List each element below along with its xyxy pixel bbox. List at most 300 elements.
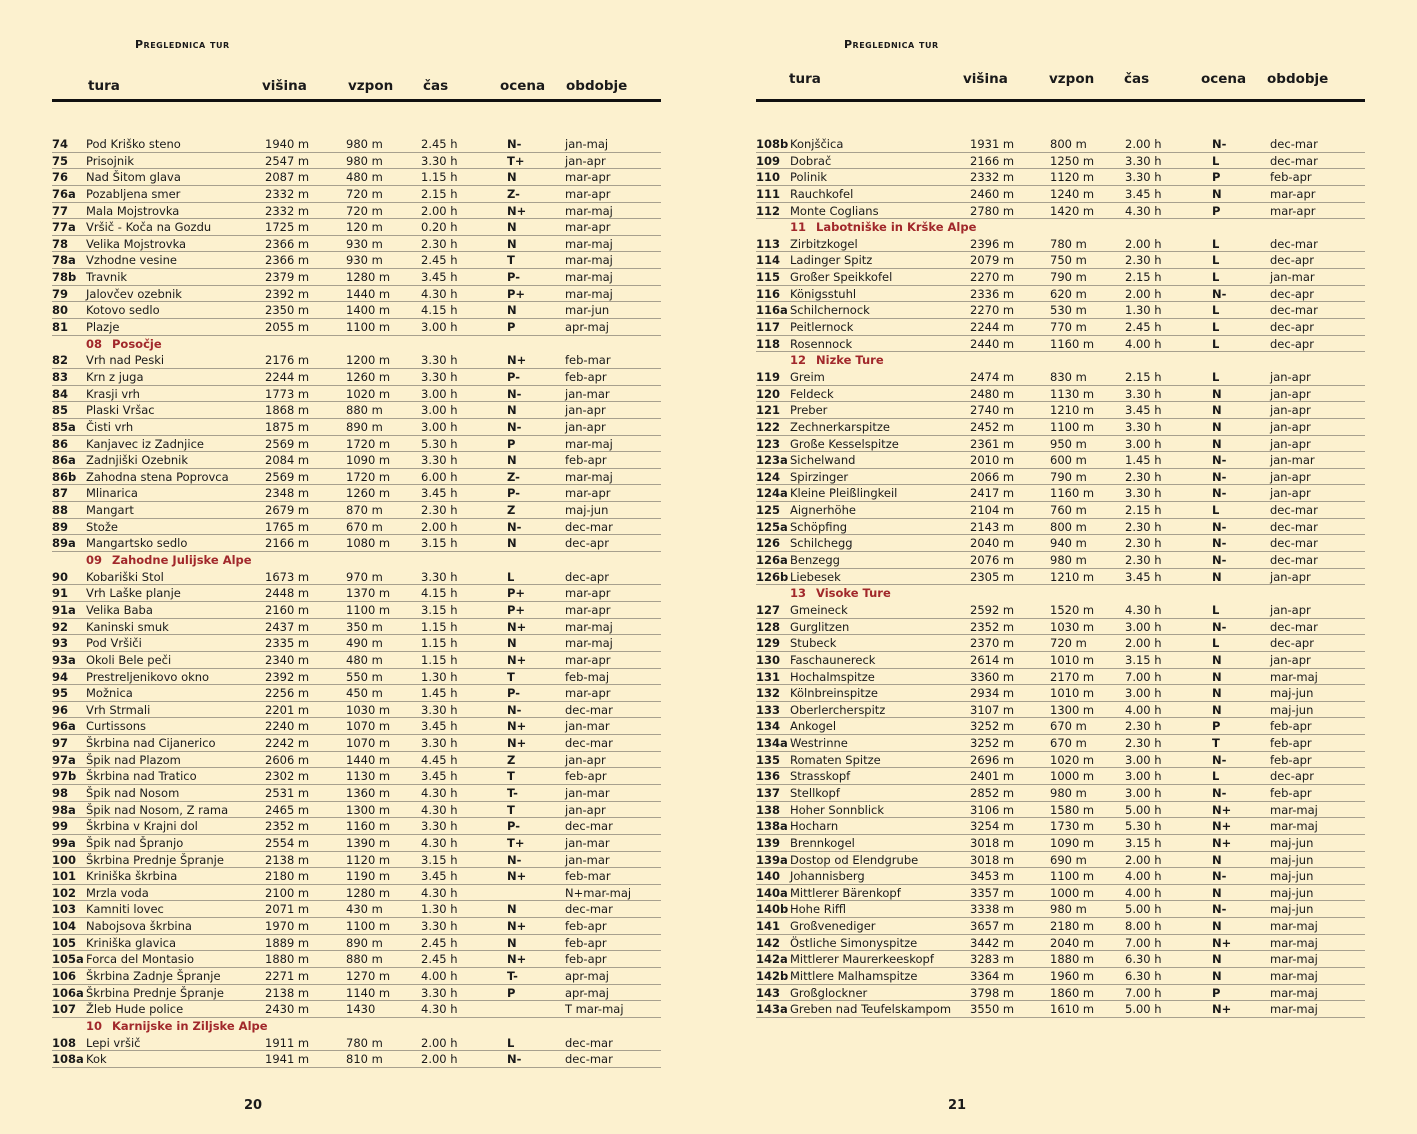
table-row	[52, 901, 661, 918]
tour-name: Hochalmspitze	[790, 669, 875, 684]
tour-number: 140b	[756, 902, 789, 917]
section-number: 13	[790, 586, 807, 601]
tour-ascent: 1730 m	[1050, 819, 1095, 834]
tour-grade: N+	[507, 353, 527, 368]
tour-name: Jalovčev ozebnik	[86, 286, 182, 301]
tour-height: 3357 m	[970, 885, 1015, 900]
tour-grade: N	[1212, 969, 1222, 984]
tour-height: 2401 m	[970, 769, 1015, 784]
tour-season: maj-jun	[565, 503, 609, 518]
tour-name: Oberlercherspitz	[790, 702, 886, 717]
tour-grade: N-	[1212, 619, 1227, 634]
tour-number: 126b	[756, 569, 789, 584]
tour-grade: N-	[1212, 519, 1227, 534]
tour-grade: N	[1212, 386, 1222, 401]
tour-ascent: 940 m	[1050, 536, 1087, 551]
tour-name: Škrbina v Krajni dol	[86, 819, 198, 834]
tour-name: Zechnerkarspitze	[790, 419, 890, 434]
tour-number: 76	[52, 170, 69, 185]
tour-ascent: 1100 m	[1050, 869, 1095, 884]
tour-grade: N-	[507, 702, 522, 717]
tour-time: 3.00 h	[1125, 752, 1162, 767]
tour-height: 2305 m	[970, 569, 1015, 584]
tour-grade: T	[507, 802, 515, 817]
tour-season: dec-apr	[565, 569, 609, 584]
table-row	[52, 352, 661, 369]
tour-time: 2.00 h	[1125, 852, 1162, 867]
tour-ascent: 930 m	[346, 253, 383, 268]
tour-number: 127	[756, 602, 781, 617]
table-row	[52, 935, 661, 952]
running-head: Preglednica tur	[135, 38, 230, 51]
tour-number: 123a	[756, 453, 788, 468]
tour-number: 78	[52, 236, 69, 251]
tour-time: 2.30 h	[421, 236, 458, 251]
col-head-obdobje: obdobje	[566, 78, 628, 94]
tour-name: Pod Kriško steno	[86, 137, 181, 151]
tour-season: feb-apr	[1270, 785, 1312, 800]
tour-ascent: 720 m	[1050, 636, 1087, 651]
table-row	[52, 136, 661, 153]
tour-time: 3.15 h	[1125, 652, 1162, 667]
tour-height: 2332 m	[265, 203, 310, 218]
tour-name: Nabojsova škrbina	[86, 919, 192, 934]
tour-ascent: 810 m	[346, 1052, 383, 1067]
tour-season: jan-apr	[565, 153, 606, 168]
tour-height: 2679 m	[265, 503, 310, 518]
tour-time: 1.15 h	[421, 652, 458, 667]
table-row	[52, 652, 661, 669]
tour-season: mar-apr	[565, 186, 611, 201]
tour-ascent: 980 m	[346, 137, 383, 151]
tour-height: 1911 m	[265, 1035, 310, 1050]
tour-number: 138a	[756, 819, 788, 834]
tour-grade: N	[1212, 419, 1222, 434]
tour-number: 105a	[52, 952, 84, 967]
tour-name: Mittlerer Maurerkeeskopf	[790, 952, 934, 967]
tour-height: 2244 m	[970, 320, 1015, 335]
tour-number: 99a	[52, 835, 76, 850]
tour-time: 5.00 h	[1125, 902, 1162, 917]
tour-number: 102	[52, 885, 77, 900]
tour-name: Mittlerer Bärenkopf	[790, 885, 901, 900]
tour-number: 97	[52, 736, 69, 751]
tour-grade: N	[507, 403, 517, 418]
tour-name: Großvenediger	[790, 919, 876, 934]
tour-number: 100	[52, 852, 77, 867]
table-row	[756, 835, 1365, 852]
table-row	[52, 635, 661, 652]
tour-height: 3283 m	[970, 952, 1015, 967]
tour-ascent: 980 m	[1050, 902, 1087, 917]
tour-ascent: 1100 m	[346, 602, 391, 617]
tour-time: 2.30 h	[1125, 469, 1162, 484]
tour-number: 136	[756, 769, 781, 784]
tour-time: 3.30 h	[421, 736, 458, 751]
tour-name: Greben nad Teufelskampom	[790, 1002, 952, 1017]
tour-season: mar-maj	[565, 619, 613, 634]
tour-ascent: 790 m	[1050, 270, 1087, 285]
tour-name: Okoli Bele peči	[86, 652, 172, 667]
tour-name: Monte Coglians	[790, 203, 879, 218]
tour-season: dec-mar	[1270, 236, 1318, 251]
table-row	[756, 685, 1365, 702]
table-row	[756, 802, 1365, 819]
tour-time: 1.15 h	[421, 636, 458, 651]
table-row	[52, 169, 661, 186]
tour-time: 3.30 h	[421, 153, 458, 168]
tour-number: 108	[52, 1035, 77, 1050]
tour-time: 2.00 h	[1125, 636, 1162, 651]
tour-season: T mar-maj	[565, 1002, 624, 1017]
tour-grade: L	[1212, 153, 1220, 168]
tour-time: 2.45 h	[421, 253, 458, 268]
tour-time: 4.00 h	[1125, 869, 1162, 884]
tour-ascent: 1580 m	[1050, 802, 1095, 817]
table-row	[756, 236, 1365, 253]
tour-ascent: 780 m	[1050, 236, 1087, 251]
tour-season: dec-apr	[1270, 336, 1314, 351]
table-row	[52, 752, 661, 769]
tour-season: jan-apr	[565, 403, 606, 418]
tour-grade: N	[507, 220, 517, 235]
tour-season: apr-maj	[565, 985, 609, 1000]
tour-ascent: 690 m	[1050, 852, 1087, 867]
tour-grade: N+	[507, 736, 527, 751]
tour-height: 1875 m	[265, 419, 310, 434]
tour-grade: N	[1212, 669, 1222, 684]
col-head-visina: višina	[963, 71, 1008, 87]
tour-grade: N+	[507, 919, 527, 934]
tour-height: 3018 m	[970, 835, 1015, 850]
tour-grade: N-	[1212, 486, 1227, 501]
tour-ascent: 350 m	[346, 619, 383, 634]
tour-time: 6.30 h	[1125, 969, 1162, 984]
tour-season: feb-apr	[565, 952, 607, 967]
tour-height: 2392 m	[265, 286, 310, 301]
tour-ascent: 950 m	[1050, 436, 1087, 451]
tour-grade: L	[1212, 236, 1220, 251]
tour-number: 86	[52, 436, 69, 451]
tour-ascent: 980 m	[1050, 553, 1087, 568]
tour-season: dec-mar	[565, 819, 613, 834]
tour-name: Greim	[790, 369, 825, 384]
tour-season: maj-jun	[1270, 852, 1314, 867]
tour-name: Hohe Riffl	[790, 902, 847, 917]
tour-season: mar-apr	[565, 652, 611, 667]
tour-season: mar-apr	[565, 486, 611, 501]
tour-number: 112	[756, 203, 781, 218]
tour-height: 2138 m	[265, 985, 310, 1000]
table-row	[52, 918, 661, 935]
tour-number: 108b	[756, 137, 789, 151]
tour-name: Vrh Laške planje	[86, 586, 181, 601]
tour-number: 129	[756, 636, 781, 651]
table-row	[52, 369, 661, 386]
tour-grade: N+	[507, 952, 527, 967]
tour-height: 1773 m	[265, 386, 310, 401]
tour-name: Spirzinger	[790, 469, 849, 484]
tour-ascent: 1420 m	[1050, 203, 1095, 218]
tour-ascent: 800 m	[1050, 137, 1087, 151]
tour-name: Mangartsko sedlo	[86, 536, 188, 551]
tour-name: Kriniška škrbina	[86, 869, 178, 884]
tour-height: 2396 m	[970, 236, 1015, 251]
tour-season: jan-mar	[565, 719, 610, 734]
tour-time: 3.45 h	[421, 270, 458, 285]
tour-number: 101	[52, 869, 77, 884]
tour-ascent: 1100 m	[346, 320, 391, 335]
tour-height: 2180 m	[265, 869, 310, 884]
table-row	[52, 768, 661, 785]
table-row	[756, 469, 1365, 486]
col-head-tura: tura	[789, 71, 821, 87]
tour-season: apr-maj	[565, 320, 609, 335]
tour-grade: L	[1212, 336, 1220, 351]
tour-height: 2348 m	[265, 486, 310, 501]
tour-height: 1673 m	[265, 569, 310, 584]
section-number: 09	[86, 553, 103, 568]
tour-ascent: 760 m	[1050, 503, 1087, 518]
tour-height: 2531 m	[265, 785, 310, 800]
tour-time: 4.30 h	[421, 286, 458, 301]
tour-name: Pod Vršiči	[86, 636, 142, 651]
table-row	[756, 302, 1365, 319]
tour-height: 2242 m	[265, 736, 310, 751]
col-head-vzpon: vzpon	[348, 78, 394, 94]
tour-number: 107	[52, 1002, 77, 1017]
tour-number: 93a	[52, 652, 76, 667]
tour-time: 3.30 h	[1125, 386, 1162, 401]
tour-height: 2332 m	[265, 186, 310, 201]
tour-grade: T+	[507, 153, 525, 168]
tour-season: jan-apr	[1270, 569, 1311, 584]
tour-grade: L	[507, 1035, 515, 1050]
table-row	[52, 319, 661, 336]
tour-time: 2.30 h	[1125, 253, 1162, 268]
table-row	[756, 319, 1365, 336]
tour-name: Östliche Simonyspitze	[790, 935, 918, 950]
table-row	[52, 386, 661, 403]
tour-height: 1765 m	[265, 519, 310, 534]
tour-season: mar-maj	[565, 203, 613, 218]
tour-number: 86b	[52, 469, 77, 484]
tour-ascent: 970 m	[346, 569, 383, 584]
tour-grade: N-	[1212, 553, 1227, 568]
tour-name: Stellkopf	[790, 785, 840, 800]
section-title: Karnijske in Ziljske Alpe	[112, 1018, 268, 1033]
tour-name: Feldeck	[790, 386, 834, 401]
tour-time: 4.30 h	[421, 1002, 458, 1017]
tour-grade: P-	[507, 686, 520, 701]
tour-number: 128	[756, 619, 781, 634]
tour-ascent: 1440 m	[346, 286, 391, 301]
tour-number: 137	[756, 785, 781, 800]
tour-season: mar-maj	[565, 253, 613, 268]
table-row	[52, 968, 661, 985]
tour-height: 2569 m	[265, 436, 310, 451]
tour-grade: L	[1212, 636, 1220, 651]
tour-name: Polinik	[790, 170, 828, 185]
tour-name: Zahodna stena Poprovca	[86, 469, 229, 484]
tour-time: 3.30 h	[421, 569, 458, 584]
tour-ascent: 1280 m	[346, 270, 391, 285]
tour-number: 110	[756, 170, 781, 185]
tour-season: dec-mar	[565, 702, 613, 717]
tour-number: 78b	[52, 270, 77, 285]
tour-season: mar-maj	[565, 236, 613, 251]
section-title: Nizke Ture	[816, 353, 884, 368]
tour-number: 139	[756, 835, 781, 850]
tour-height: 2361 m	[970, 436, 1015, 451]
tour-grade: P	[1212, 203, 1221, 218]
section-heading	[756, 352, 1365, 369]
tour-number: 141	[756, 919, 781, 934]
tour-time: 5.00 h	[1125, 1002, 1162, 1017]
tour-season: jan-apr	[565, 752, 606, 767]
tour-time: 3.15 h	[421, 536, 458, 551]
tour-name: Vzhodne vesine	[86, 253, 177, 268]
tour-ascent: 1100 m	[346, 919, 391, 934]
table-row	[52, 535, 661, 552]
table-row	[52, 702, 661, 719]
tour-height: 2271 m	[265, 969, 310, 984]
tour-time: 2.00 h	[1125, 236, 1162, 251]
section-heading	[756, 219, 1365, 236]
tour-season: mar-maj	[1270, 985, 1318, 1000]
tour-name: Mala Mojstrovka	[86, 203, 180, 218]
tour-height: 3364 m	[970, 969, 1015, 984]
tour-height: 2104 m	[970, 503, 1015, 518]
tour-ascent: 1390 m	[346, 835, 391, 850]
tour-ascent: 930 m	[346, 236, 383, 251]
table-row	[756, 436, 1365, 453]
table-row	[52, 419, 661, 436]
tour-height: 2079 m	[970, 253, 1015, 268]
tour-grade: P-	[507, 486, 520, 501]
tour-height: 3657 m	[970, 919, 1015, 934]
tour-time: 3.00 h	[1125, 686, 1162, 701]
tour-grade: N-	[1212, 752, 1227, 767]
tour-number: 142a	[756, 952, 788, 967]
tour-name: Romaten Spitze	[790, 752, 881, 767]
tour-height: 3106 m	[970, 802, 1015, 817]
tour-name: Kanjavec iz Zadnjice	[86, 436, 204, 451]
tour-season: feb-mar	[565, 353, 611, 368]
tour-season: maj-jun	[1270, 869, 1314, 884]
tour-season: jan-apr	[1270, 486, 1311, 501]
tour-number: 106a	[52, 985, 84, 1000]
table-row	[756, 269, 1365, 286]
tour-name: Krasji vrh	[86, 386, 140, 401]
table-row	[52, 269, 661, 286]
tour-name: Stože	[86, 519, 118, 534]
tour-ascent: 670 m	[346, 519, 383, 534]
section-title: Labotniške in Krške Alpe	[816, 220, 977, 235]
tour-ascent: 1210 m	[1050, 403, 1095, 418]
tour-number: 140a	[756, 885, 788, 900]
tour-season: apr-maj	[565, 969, 609, 984]
tour-name: Peitlernock	[790, 320, 854, 335]
table-row	[52, 236, 661, 253]
tour-number: 134	[756, 719, 781, 734]
table-row	[756, 901, 1365, 918]
table-row	[52, 569, 661, 586]
tour-grade: L	[1212, 303, 1220, 318]
tour-ascent: 1300 m	[346, 802, 391, 817]
tour-name: Preber	[790, 403, 828, 418]
tour-grade: N	[1212, 919, 1222, 934]
tour-name: Čisti vrh	[86, 419, 134, 434]
tour-number: 121	[756, 403, 781, 418]
tour-grade: N	[507, 902, 517, 917]
tour-number: 116a	[756, 303, 788, 318]
tour-number: 116	[756, 286, 781, 301]
tour-name: Forca del Montasio	[86, 952, 194, 967]
tour-season: feb-apr	[1270, 736, 1312, 751]
tour-name: Kotovo sedlo	[86, 303, 160, 318]
tour-time: 3.15 h	[421, 852, 458, 867]
running-head: Preglednica tur	[844, 38, 939, 51]
tour-height: 2350 m	[265, 303, 310, 318]
tour-season: dec-mar	[565, 519, 613, 534]
tour-height: 3252 m	[970, 736, 1015, 751]
tour-height: 1970 m	[265, 919, 310, 934]
tour-season: jan-apr	[565, 802, 606, 817]
tour-name: Nad Šitom glava	[86, 170, 181, 185]
tour-number: 126	[756, 536, 781, 551]
tour-time: 2.45 h	[1125, 320, 1162, 335]
tour-grade: N+	[507, 203, 527, 218]
tour-season: mar-apr	[565, 170, 611, 185]
tour-time: 3.00 h	[421, 403, 458, 418]
tour-number: 98	[52, 785, 69, 800]
tour-ascent: 1100 m	[1050, 419, 1095, 434]
tour-time: 2.00 h	[421, 203, 458, 218]
tour-height: 1940 m	[265, 137, 310, 151]
tour-name: Možnica	[86, 686, 133, 701]
tour-season: mar-maj	[1270, 969, 1318, 984]
tour-season: dec-mar	[565, 736, 613, 751]
tour-name: Vršič - Koča na Gozdu	[86, 220, 212, 235]
tour-season: maj-jun	[1270, 902, 1314, 917]
tour-time: 3.15 h	[421, 602, 458, 617]
table-row	[756, 203, 1365, 220]
tour-name: Sichelwand	[790, 453, 856, 468]
tour-ascent: 1250 m	[1050, 153, 1095, 168]
tour-height: 2780 m	[970, 203, 1015, 218]
tour-ascent: 1200 m	[346, 353, 391, 368]
tour-season: dec-mar	[1270, 519, 1318, 534]
tour-ascent: 720 m	[346, 186, 383, 201]
tour-number: 85a	[52, 419, 76, 434]
tour-number: 126a	[756, 553, 788, 568]
tour-height: 2143 m	[970, 519, 1015, 534]
tour-ascent: 1120 m	[1050, 170, 1095, 185]
tour-season: dec-apr	[1270, 286, 1314, 301]
tour-time: 1.30 h	[421, 669, 458, 684]
table-row	[756, 369, 1365, 386]
tour-height: 2448 m	[265, 586, 310, 601]
tour-height: 2084 m	[265, 453, 310, 468]
tour-grade: Z	[507, 503, 516, 518]
section-number: 12	[790, 353, 807, 368]
tour-season: jan-apr	[1270, 419, 1311, 434]
tour-ascent: 780 m	[346, 1035, 383, 1050]
table-row	[756, 619, 1365, 636]
tour-time: 3.00 h	[1125, 769, 1162, 784]
tour-season: feb-apr	[1270, 752, 1312, 767]
